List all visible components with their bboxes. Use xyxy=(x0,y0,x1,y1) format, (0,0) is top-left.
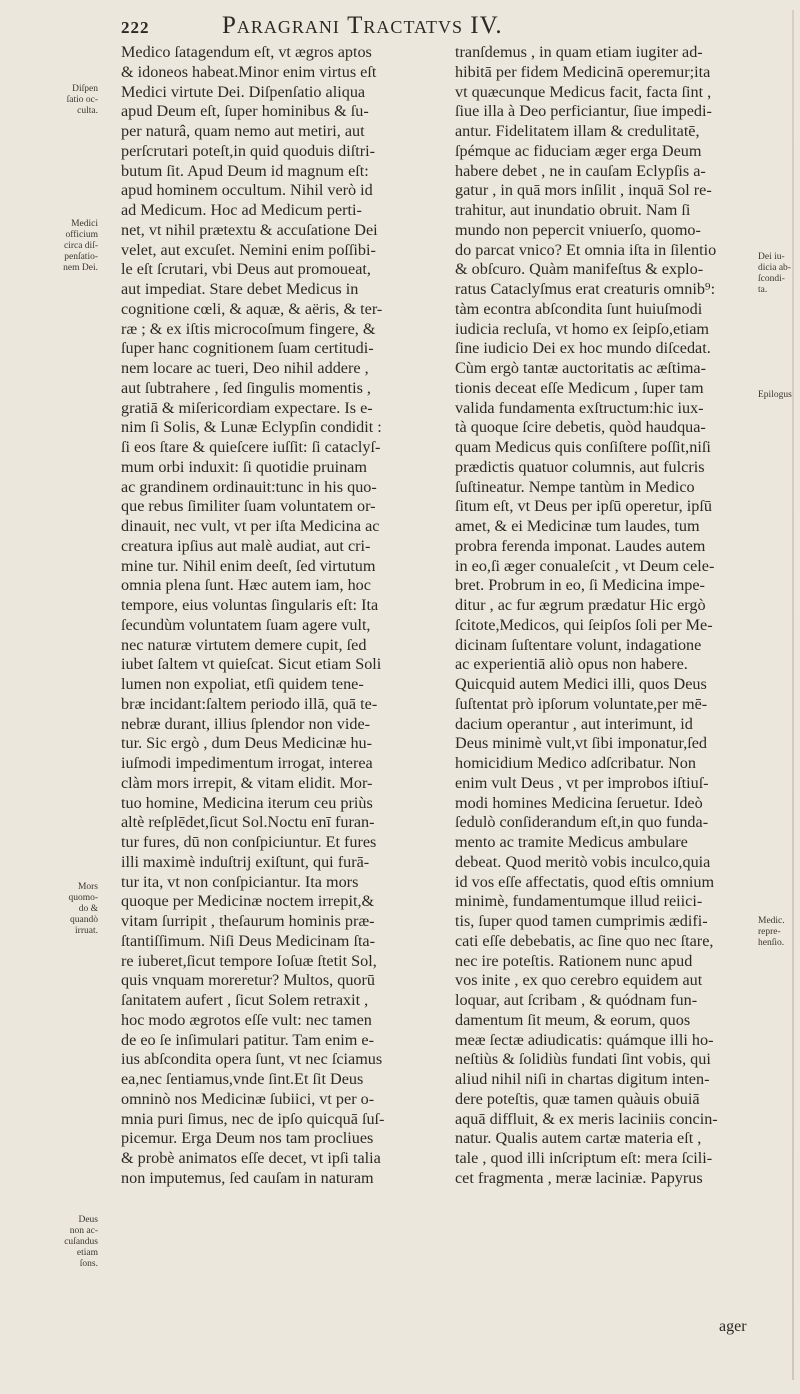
text-line: ratus Cataclyſmus erat creaturis omnib⁹: xyxy=(455,280,716,298)
text-line: tur fures, dū non conſpiciuntur. Et fures xyxy=(121,833,377,851)
text-line: gratiā & miſericordiam expectare. Is e- xyxy=(121,398,373,417)
text-line: nebræ durant, illius ſplendor non vide- xyxy=(121,714,371,733)
text-line: quis vnquam moreretur? Multos, quorū xyxy=(121,971,376,990)
text-line: ſecundùm voluntatem ſuam agere vult, xyxy=(121,615,371,634)
text-line: Medico ſatagendum eſt, vt ægros aptos xyxy=(121,43,372,61)
text-line: que rebus ſimiliter ſuam voluntatem or- xyxy=(121,497,376,516)
margin-note-line: nem Dei. xyxy=(63,263,98,273)
text-line: tuo homine, Medicina iterum ceu priùs xyxy=(121,793,373,812)
margin-note-left-4 xyxy=(64,1215,98,1270)
text-line: tale , quod illi inſcriptum eſt: mera ſcili- xyxy=(455,1149,713,1167)
text-line: mine tur. Nihil enim deeſt, ſed virtutum xyxy=(121,556,376,575)
text-line: homicidium Medico adſcribatur. Non xyxy=(455,754,696,772)
text-line: Deus minimè vult,vt ſibi imponatur,ſed xyxy=(455,734,708,753)
text-line: cognitione cœli, & aquæ, & aëris, & ter- xyxy=(121,299,383,318)
text-line: antur. Fidelitatem illam & credulitatē, xyxy=(455,122,700,140)
page-edge xyxy=(792,10,794,1380)
text-line: tur ita, vt non conſpiciantur. Ita mors xyxy=(121,872,359,891)
left-text-column xyxy=(121,43,441,1189)
text-line: illi maximè induſtrij exiſtunt, qui furā- xyxy=(121,852,370,871)
text-line: ſi eos ſtare & quieſcere iuſſit: ſi cataclyſ- xyxy=(121,438,381,456)
text-line: tranſdemus , in quam etiam iugiter ad- xyxy=(455,43,703,61)
text-line: tur. Sic ergò , dum Deus Medicinæ hu- xyxy=(121,734,373,753)
text-line: per naturâ, quam nemo aut metiri, aut xyxy=(121,122,365,140)
margin-note-line: ta. xyxy=(758,285,768,295)
text-line: & idoneos habeat.Minor enim virtus eſt xyxy=(121,62,377,81)
text-line: creatura ipſius aut malè audiat, aut cri- xyxy=(121,536,371,555)
text-line: quoque per Medicinæ noctem irrepit,& xyxy=(121,892,375,911)
margin-note-right-1 xyxy=(758,252,791,296)
text-line: minimè, fundamentumque illud reiici- xyxy=(455,892,703,911)
text-line: omninò nos Medicinæ ſubiici, vt per o- xyxy=(121,1089,375,1108)
margin-note-line: Diſpen xyxy=(72,84,98,94)
text-line: natur. Qualis autem cartæ materia eſt , xyxy=(455,1129,702,1148)
catchword: ager xyxy=(719,1318,747,1335)
margin-note-right-3 xyxy=(758,916,785,949)
text-line: velet, aut excuſet. Nemini enim poſſibi- xyxy=(121,240,376,259)
text-line: prædictis quatuor columnis, aut fulcris xyxy=(455,457,705,476)
text-line: quam Medicus quis conſiſtere poſſit,niſi xyxy=(455,438,711,456)
margin-note-line: dicia ab- xyxy=(758,263,791,273)
running-head xyxy=(0,12,800,42)
text-line: ræ ; & ex iſtis microcoſmum fingere, & xyxy=(121,319,376,338)
margin-note-line: irruat. xyxy=(75,926,98,936)
text-line: cati eſſe debebatis, ac ſine quo nec ſtare, xyxy=(455,931,714,950)
margin-note-left-3 xyxy=(68,882,98,937)
text-line: mento ac tramite Medicus ambulare xyxy=(455,833,688,851)
text-line: ſedulò conſiderandum eſt,in quo funda- xyxy=(455,813,709,832)
text-line: Cùm ergò tantæ auctoritatis ac æſtima- xyxy=(455,359,707,377)
text-line: trahitur, aut inundatio obruit. Nam ſi xyxy=(455,201,691,219)
text-line: id vos eſſe affectatis, quod eſtis omnium xyxy=(455,872,715,891)
text-line: non imputemus, ſed cauſam in naturam xyxy=(121,1168,374,1187)
text-line: ſanitatem aufert , ſicut Solem retraxit , xyxy=(121,991,369,1009)
text-line: ea,nec ſentiamus,vnde ſint.Et ſit Deus xyxy=(121,1070,364,1088)
text-line: vt quæcunque Medicus facit, facta ſint , xyxy=(455,82,712,101)
text-line: aquā diffluit, & ex meris laciniis concin- xyxy=(455,1109,718,1128)
text-line: damentum ſit meum, & eorum, quos xyxy=(455,1010,691,1029)
margin-note-left-1 xyxy=(67,84,98,117)
margin-note-line: Epilogus xyxy=(758,390,792,400)
margin-note-line: henſio. xyxy=(758,938,785,948)
text-line: dicinam ſuſtentare volunt, indagatione xyxy=(455,635,702,654)
margin-note-line: etiam xyxy=(76,1248,98,1258)
text-line: omnia plena ſunt. Hæc autem iam, hoc xyxy=(121,576,371,595)
margin-note-line: Medic. xyxy=(758,916,785,926)
margin-note-line: ſons. xyxy=(79,1259,98,1269)
margin-note-line: Dei iu- xyxy=(758,252,785,262)
margin-note-right-2 xyxy=(758,390,792,401)
text-line: ſuſtentat prò ipſorum voluntate,per mē- xyxy=(455,694,708,713)
margin-note-line: do & xyxy=(78,904,98,914)
text-line: net, vt nihil prætextu & accuſatione Dei xyxy=(121,220,378,239)
text-line: iudicia recluſa, vt homo ex ſeipſo,etiam xyxy=(455,319,709,338)
running-title xyxy=(222,12,503,40)
text-line: lumen non expoliat, etſi quidem tene- xyxy=(121,675,364,693)
text-line: re iuberet,ſicut tempore Ioſuæ ſtetit Sol, xyxy=(121,951,377,970)
text-line: ac experientiā aliò opus non habere. xyxy=(455,655,688,674)
text-line: ditur , ac fur ægrum prædatur Hic ergò xyxy=(455,596,706,614)
text-line: vitam ſurripit , theſaurum hominis præ- xyxy=(121,912,375,930)
text-line: ſiue illa à Deo perficiantur, ſiue impedi- xyxy=(455,102,712,121)
margin-note-left-2 xyxy=(63,219,98,274)
text-line: amet, & ei Medicinæ tum laudes, tum xyxy=(455,517,700,535)
text-line: dere poteſtis, quæ tamen quàuis obuiā xyxy=(455,1089,700,1108)
text-line: do parcat vnico? Et omnia iſta in ſilentio xyxy=(455,240,717,259)
margin-note-line: quomo- xyxy=(68,893,98,903)
margin-note-line: ſcondi- xyxy=(758,274,785,284)
margin-note-line: circa diſ- xyxy=(63,241,98,251)
text-line: tionis deceat eſſe Medicum , ſuper tam xyxy=(455,378,704,397)
margin-note-line: repre- xyxy=(758,927,781,937)
text-line: nec ire poteſtis. Rationem nunc apud xyxy=(455,951,693,970)
text-line: de eo ſe inſimulari patitur. Tam enim e- xyxy=(121,1030,374,1049)
text-line: le eſt ſcrutari, vbi Deus aut promoueat, xyxy=(121,260,371,279)
text-line: bræ incidant:ſaltem periodo illā, quā te- xyxy=(121,694,378,713)
text-line: butum ſit. Apud Deum id magnum eſt: xyxy=(121,161,369,180)
text-line: tis, ſuper quod tamen cumprimis ædifi- xyxy=(455,912,708,930)
text-line: aliud nihil niſi in chartas digitum inten- xyxy=(455,1070,710,1088)
text-line: neſtiùs & ſolidiùs fundati ſint vobis, qui xyxy=(455,1050,711,1069)
margin-note-line: Deus xyxy=(78,1215,98,1225)
text-line: hibitā per fidem Medicinā operemur;ita xyxy=(455,62,711,81)
margin-note-line: officium xyxy=(65,230,98,240)
margin-note-line: non ac- xyxy=(69,1226,98,1236)
text-line: Medici virtute Dei. Diſpenſatio aliqua xyxy=(121,82,366,101)
text-line: nim ſi Solis, & Lunæ Eclypſin condidit : xyxy=(121,418,382,437)
text-line: habere debet , ne in cauſam Eclypſis a- xyxy=(455,161,706,180)
text-line: ſine iudicio Dei ex hoc mundo diſcedat. xyxy=(455,339,711,358)
text-line: mnia puri ſimus, nec de ipſo quicquā ſuſ- xyxy=(121,1109,385,1128)
margin-note-line: ſatio oc- xyxy=(66,95,98,105)
text-line: hoc modo ægrotos eſſe vult: nec tamen xyxy=(121,1010,372,1029)
text-line: enim vult Deus , vt per improbos iſtiuſ- xyxy=(455,773,709,792)
text-line: apud hominem occultum. Nihil verò id xyxy=(121,181,373,200)
text-line: Quicquid autem Medici illi, quos Deus xyxy=(455,675,707,693)
text-line: nec naturæ virtutem demere cupit, ſed xyxy=(121,635,367,654)
text-line: ſpémque ac fiduciam æger erga Deum xyxy=(455,141,702,160)
text-line: aut impediat. Stare debet Medicus in xyxy=(121,280,359,298)
text-line: aut ſubtrahere , ſed ſingulis momentis , xyxy=(121,378,371,397)
text-line: clàm mors irrepit, & vitam elidit. Mor- xyxy=(121,773,373,792)
text-line: picemur. Erga Deum nos tam procliues xyxy=(121,1129,374,1148)
text-line: mundo non pepercit vniuerſo, quomo- xyxy=(455,220,701,239)
text-line: bret. Probrum in eo, ſi Medicina impe- xyxy=(455,576,705,595)
text-line: ſitum eſt, vt Deus per ipſū operetur, ipſū xyxy=(455,497,712,516)
text-line: ſuſtineatur. Nempe tantùm in Medico xyxy=(455,477,695,496)
text-line: ſtantiſſimum. Niſi Deus Medicinam ſta- xyxy=(121,931,376,950)
text-line: debeat. Quod meritò vobis inculco,quia xyxy=(455,852,711,871)
text-line: iubet ſaltem vt quieſcat. Sicut etiam Soli xyxy=(121,655,382,674)
text-line: altè reſplēdet,ſicut Sol.Noctu enī furan- xyxy=(121,813,375,832)
margin-note-line: Mors xyxy=(77,882,98,892)
text-line: tà quoque ſcire debetis, quòd haudqua- xyxy=(455,418,706,437)
page-number: 222 xyxy=(121,18,150,37)
text-line: cet fragmenta , meræ laciniæ. Papyrus xyxy=(455,1168,703,1187)
text-line: meæ ſectæ adiudicatis: quámque illi ho- xyxy=(455,1030,714,1049)
text-line: ius abſcondita opera ſunt, vt nec ſciamus xyxy=(121,1050,383,1069)
text-line: dinauit, nec vult, vt per iſta Medicina ac xyxy=(121,517,380,535)
running-title-part2: Tractatvs IV. xyxy=(347,12,503,39)
text-line: modi homines Medicina ſeruetur. Ideò xyxy=(455,793,703,812)
text-line: & obſcuro. Quàm manifeſtus & explo- xyxy=(455,260,704,279)
text-line: loquar, aut ſcribam , & quódnam fun- xyxy=(455,991,698,1009)
text-line: valida fundamenta exſtructum:hic iux- xyxy=(455,398,704,417)
text-line: vos inite , ex quo cerebro equidem aut xyxy=(455,971,703,990)
text-line: tempore, eius voluntas ſingularis eſt: Ita xyxy=(121,596,379,614)
text-line: gatur , in quā mors inſilit , inquā Sol re- xyxy=(455,181,712,200)
text-line: tàm econtra abſcondita ſunt huiuſmodi xyxy=(455,299,703,318)
margin-note-line: quandò xyxy=(70,915,98,925)
right-text-column xyxy=(455,43,775,1189)
text-line: & probè animatos eſſe decet, vt ipſi talia xyxy=(121,1149,381,1167)
text-line: nem locare ac tueri, Deo nihil addere , xyxy=(121,359,369,377)
text-line: ad Medicum. Hoc ad Medicum perti- xyxy=(121,201,362,219)
text-line: iuſmodi impedimentum irrogat, interea xyxy=(121,754,373,772)
running-title-part1: Paragrani xyxy=(222,12,340,39)
text-line: apud Deum eſt, ſuper hominibus & ſu- xyxy=(121,102,369,121)
text-line: probra ferenda imponat. Laudes autem xyxy=(455,536,706,555)
text-line: perſcrutari poteſt,in quid quoduis diſtri- xyxy=(121,141,376,160)
text-line: dacium operantur , aut interimunt, id xyxy=(455,714,693,733)
text-line: ſuper hanc cognitionem ſuam certitudi- xyxy=(121,339,374,358)
margin-note-line: culta. xyxy=(77,106,98,116)
margin-note-line: Medici xyxy=(71,219,98,229)
margin-note-line: cuſandus xyxy=(64,1237,98,1247)
text-line: mum orbi induxit: ſi quotidie pruinam xyxy=(121,457,367,476)
text-line: in eo,ſi æger conualeſcit , vt Deum cele- xyxy=(455,556,715,575)
text-line: ac grandinem ordinauit:tunc in his quo- xyxy=(121,477,377,496)
margin-note-line: penſatio- xyxy=(64,252,98,262)
text-line: ſcitote,Medicos, qui ſeipſos ſoli per Me- xyxy=(455,615,713,634)
